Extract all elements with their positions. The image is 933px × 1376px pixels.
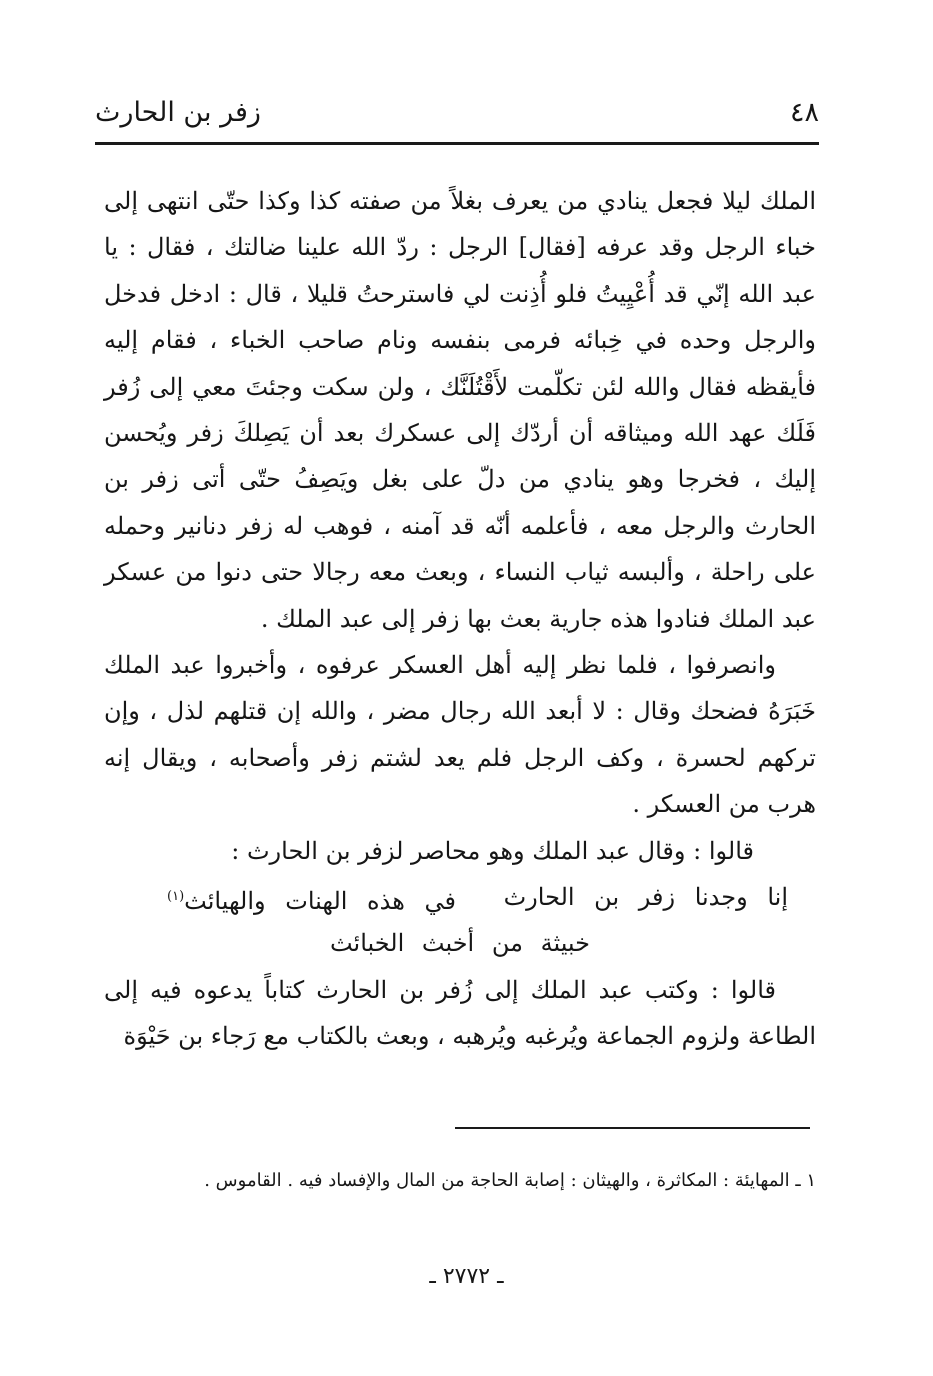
- paragraph: وانصرفوا ، فلما نظر إليه أهل العسكر عرفوه ، وأخبروا عبد الملك خَبَرَهُ فضحك وقال : لا أبعد الله رجال مضر ، والله إن قتلهم لذل ، وإن تركهم لحسرة ، وكف الرجل فلم يعد لشتم زفر وأصحابه ، ويقال إنه هرب من العسكر .: [104, 651, 816, 819]
- page-number: ٤٨: [789, 97, 819, 128]
- verse-hemistich-left-text: في هذه الهنات والهيائث: [184, 887, 456, 916]
- verse-line: خبيثة من أخبث الخبائث: [329, 929, 591, 958]
- running-title: زفر بن الحارث: [95, 97, 261, 128]
- header-divider: [95, 142, 819, 145]
- paragraph: الملك ليلا فجعل ينادي من يعرف بغلاً من صفته كذا وكذا حتّى انتهى إلى خباء الرجل وقد عرفه [فقال] الرجل : ردّ الله علينا ضالتك ، فقال : يا عبد الله إنّي قد أُعْيِيتُ فلو أُذِنت لي فاسترحتُ قليلا ، قال : ادخل فدخل والرجل وحده في خِبائه فرمى بنفسه ونام صاحب الخباء ، فقام إليه فأيقظه فقال والله لئن تكلّمت لأَقْتُلَنَّك ، ولن سكت وجئتَ معي إلى زُفر فَلَك عهد الله وميثاقه أن أردّك إلى عسكرك بعد أن يَصِلكَ زفر ويُحسن إليك ، فخرجا وهو ينادي من دلّ على بغل ويَصِفُ حتّى أتى زفر بن الحارث والرجل معه ، فأعلمه أنّه قد آمنه ، فوهب له زفر دنانير وحمله على راحلة ، وألبسه ثياب النساء ، وبعث معه رجالا حتى دنوا من عسكر عبد الملك فنادوا هذه جارية بعث بها زفر إلى عبد الملك .: [104, 187, 817, 633]
- footnote-divider: [455, 1127, 810, 1129]
- main-text: [104, 178, 816, 1060]
- footnote-marker: (١): [167, 889, 185, 905]
- folio-number: ـ ٢٧٧٢ ـ: [429, 1264, 504, 1289]
- verse-hemistich-left: [167, 874, 456, 924]
- verse-line: [104, 874, 816, 920]
- paragraph: قالوا : وقال عبد الملك وهو محاصر لزفر بن الحارث :: [231, 836, 754, 865]
- page-header: [95, 96, 819, 136]
- footnote: ١ ـ المهايئة : المكاثرة ، والهيثان : إصابة الحاجة من المال والإفساد فيه . القاموس .: [204, 1170, 816, 1191]
- verse-hemistich-right: إنا وجدنا زفر بن الحارث: [503, 883, 788, 912]
- paragraph: قالوا : وكتب عبد الملك إلى زُفر بن الحارث كتاباً يدعوه فيه إلى الطاعة ولزوم الجماعة ويُرغبه ويُرهبه ، وبعث بالكتاب مع رَجاء بن حَيْوَة: [104, 975, 816, 1051]
